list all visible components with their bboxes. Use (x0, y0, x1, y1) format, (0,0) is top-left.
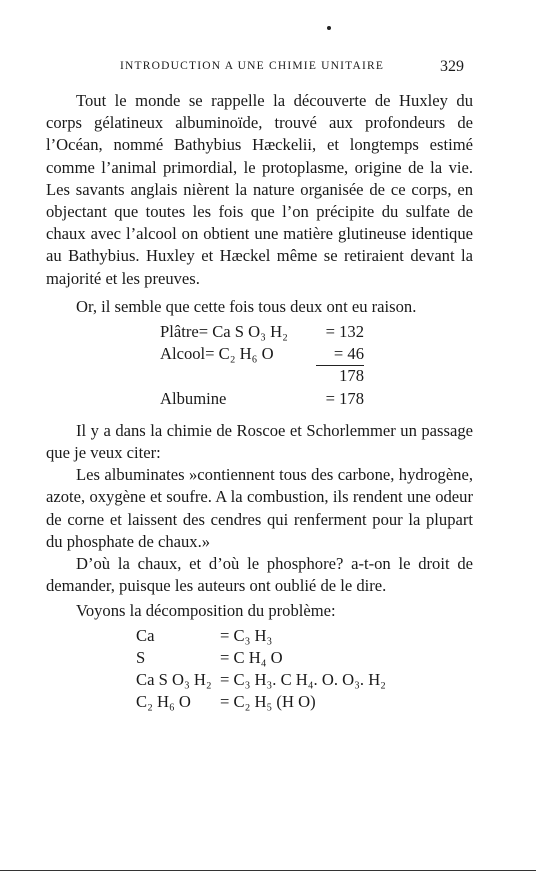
page-bottom-edge (0, 870, 536, 871)
formula-rhs: = C₂ H₅ (H O) (220, 692, 316, 712)
formula-rhs: = C₃ H₃ (220, 625, 273, 645)
formula-row (136, 625, 473, 647)
formula-row (46, 343, 473, 365)
formula-row (136, 647, 473, 669)
formula-block-decomposition (136, 625, 473, 714)
formula-row-sum (46, 365, 473, 387)
formula-label: Alcool (160, 344, 206, 364)
running-header (120, 58, 464, 75)
formula-row (46, 388, 473, 410)
formula-rhs: = C H₄ O (220, 647, 283, 667)
paragraph: Les albuminates »contiennent tous des carbone, hydrogène, azote, oxygène et soufre. A la combustion, ils rendent une odeur de corne et laissent des cendres qui renferment pour la plupart du phosphate de chaux.» (46, 465, 473, 551)
paragraph: Il y a dans la chimie de Roscoe et Schorlemmer un passage que je veux citer: (46, 420, 473, 462)
formula-block-plaster (46, 321, 473, 410)
paragraph: Or, il semble que cette fois tous deux ont eu raison. (76, 296, 417, 316)
top-dot-mark (327, 26, 331, 30)
paragraph: Voyons la décomposition du problème: (76, 601, 336, 621)
formula-expression: = Ca S O₃ H₂ (198, 322, 288, 342)
formula-lhs: C₂ H₆ O (136, 692, 191, 712)
paragraph: D’où la chaux, et d’où le phosphore? a-t-on le droit de demander, puisque les auteurs ont oublié de le dire. (46, 554, 473, 596)
formula-row (136, 669, 473, 691)
paragraph: Tout le monde se rappelle la découverte de Huxley du corps gélatineux albuminoïde, trouvé aux profondeurs de l’Océan, nommé Bathybius Hæckelii, et longtemps estimé comme l’animal primordial, le protoplasme, origine de la vie. Les savants anglais nièrent la nature organisée de ce corps, en objectant que toutes les fois que l’on précipite du sulfate de chaux avec l’alcool on obtient une matière glutineuse identique au Bathybius. Huxley et Hæckel même se retiraient devant la majorité et les preuves. (46, 91, 473, 288)
running-title: INTRODUCTION A UNE CHIMIE UNITAIRE (120, 60, 385, 72)
page-number: 329 (440, 58, 464, 75)
formula-row (46, 321, 473, 343)
formula-sum: 178 (316, 365, 364, 385)
formula-value: = 46 (333, 344, 364, 364)
formula-expression: = C₂ H₆ O (205, 344, 274, 364)
body-text (46, 90, 473, 713)
formula-lhs: Ca (136, 625, 155, 645)
formula-label: Plâtre (160, 322, 199, 342)
formula-value: = 132 (325, 322, 364, 342)
formula-rhs: = C₃ H₃. C H₄. O. O₃. H₂ (220, 669, 386, 689)
formula-label: Albumine (160, 388, 227, 408)
formula-row (136, 691, 473, 713)
formula-lhs: Ca S O₃ H₂ (136, 669, 212, 689)
formula-value: = 178 (325, 388, 364, 408)
formula-lhs: S (136, 647, 146, 667)
